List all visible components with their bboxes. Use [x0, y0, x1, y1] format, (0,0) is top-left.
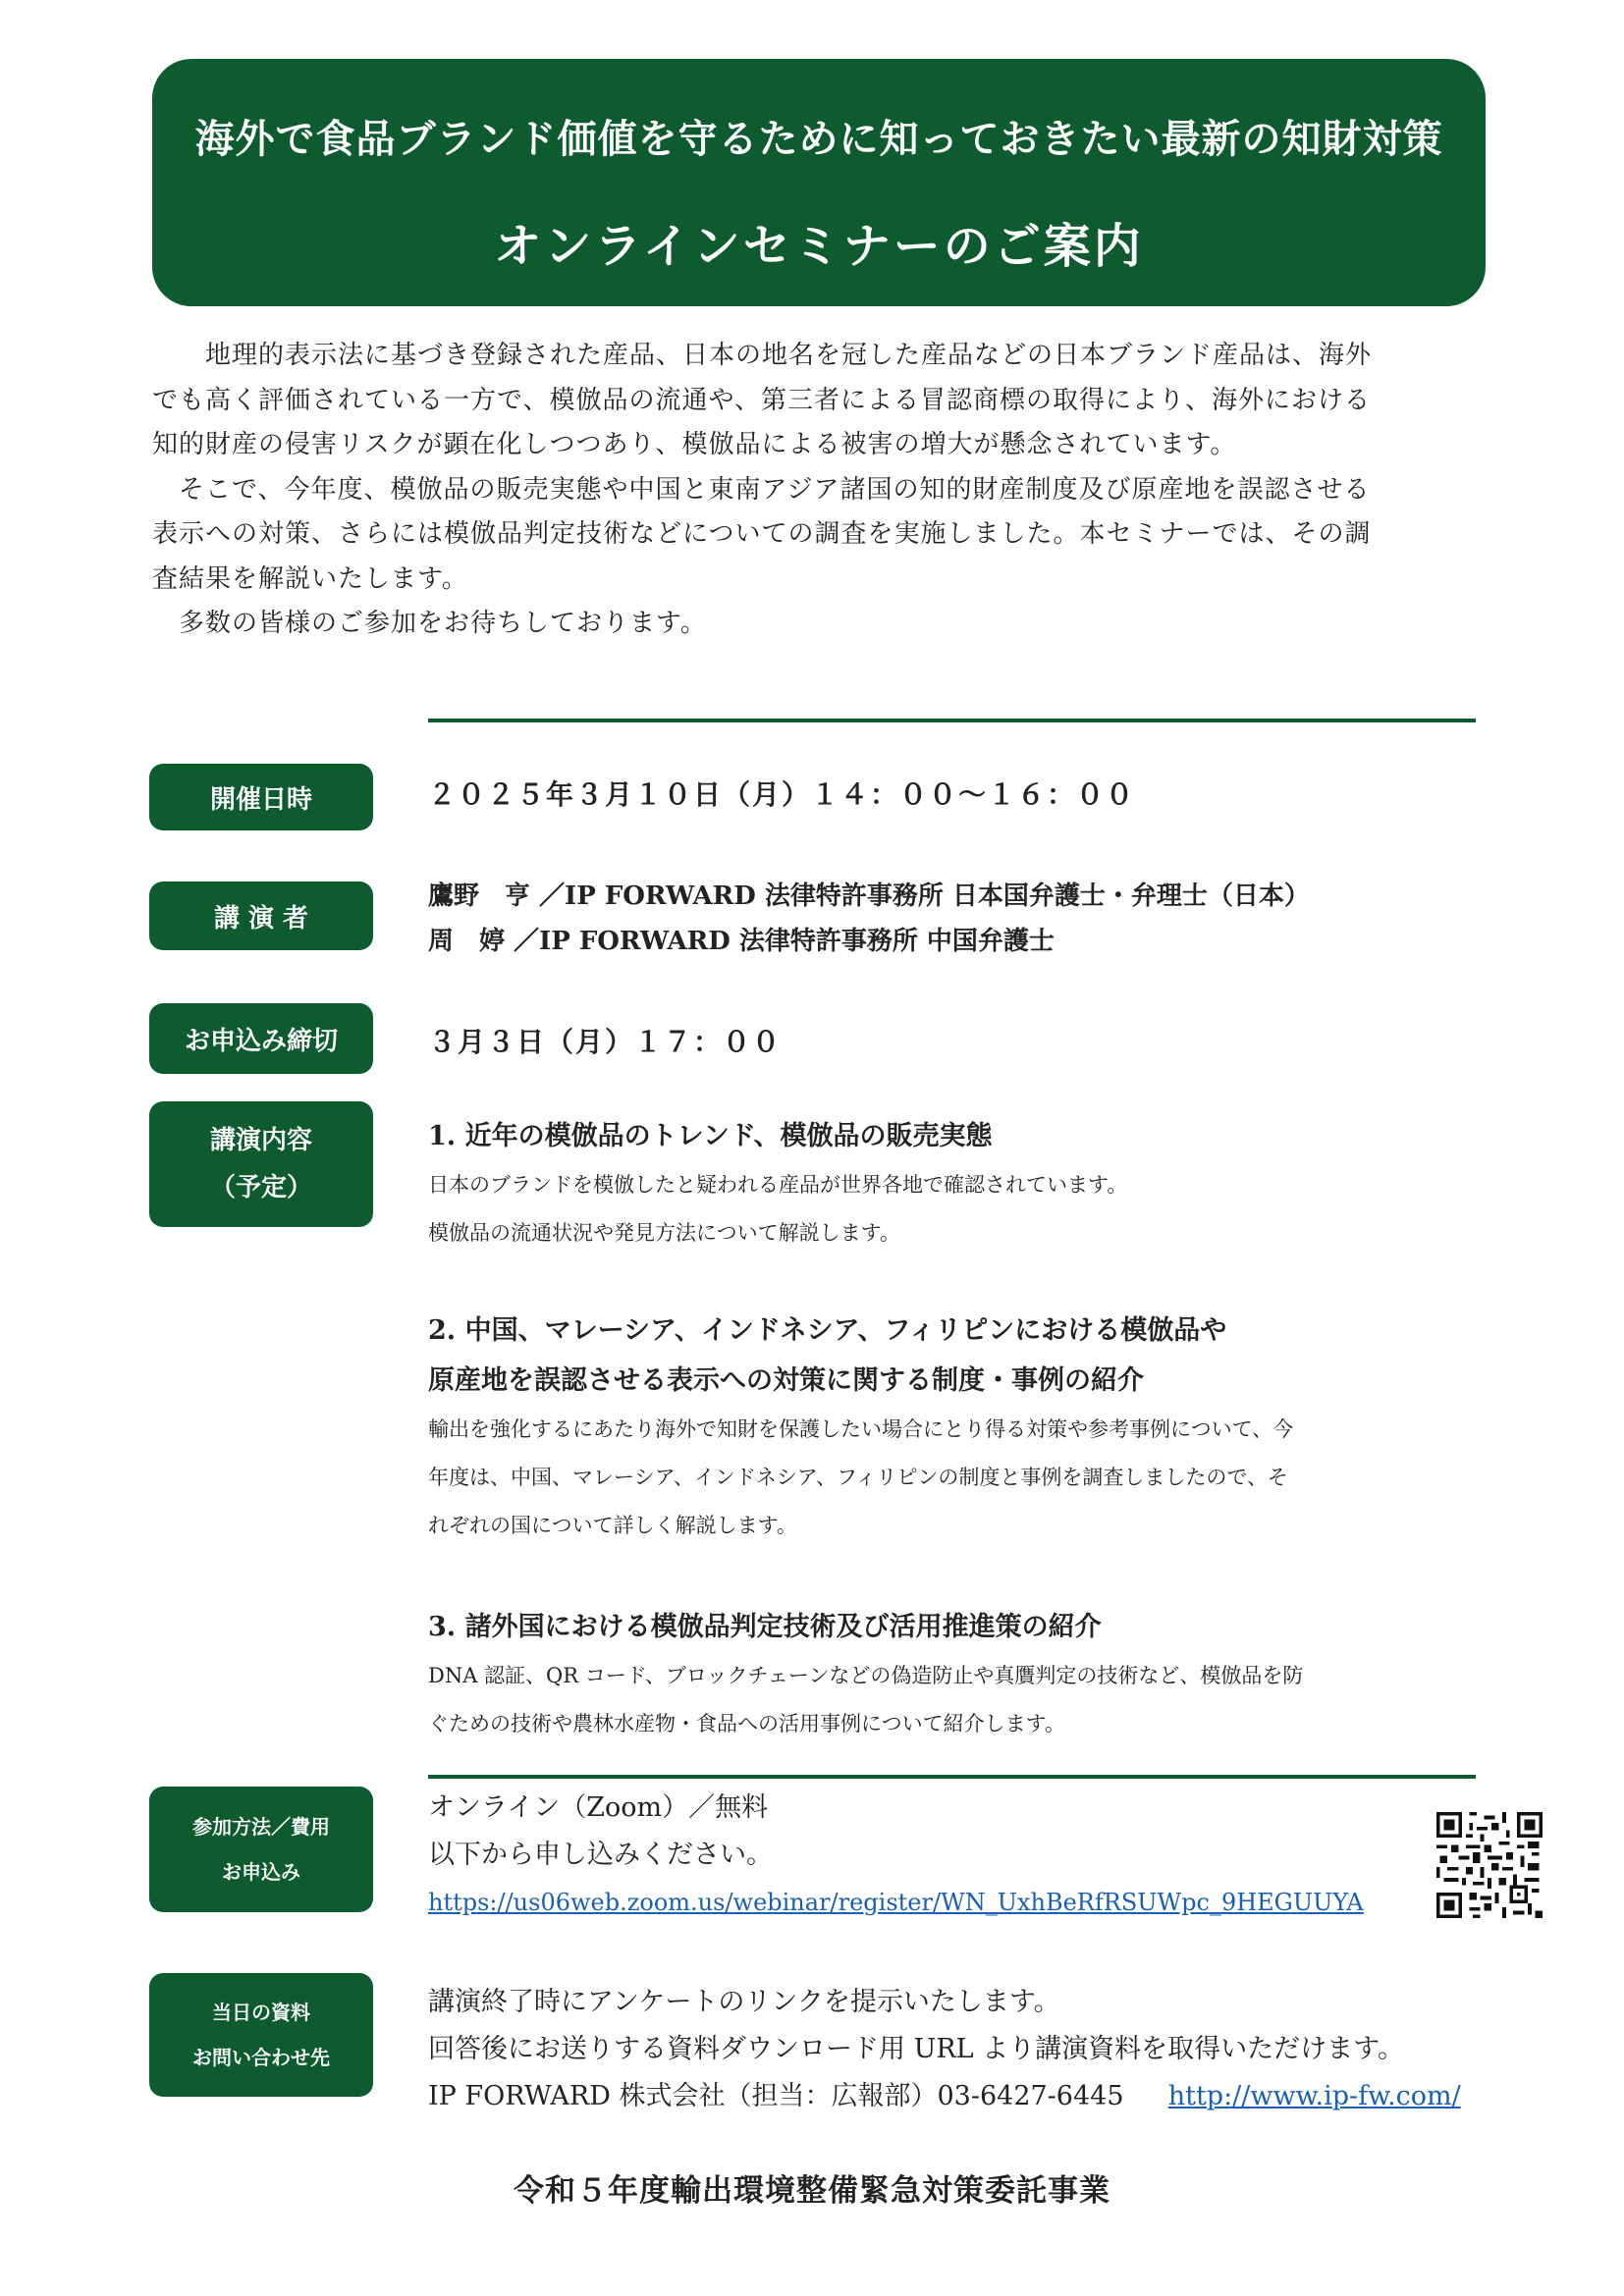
contact-text: IP FORWARD 株式会社（担当：広報部）03-6427-6445 [428, 2081, 1124, 2111]
speaker-1: 鷹野 亨 ／IP FORWARD 法律特許事務所 日本国弁護士・弁理士（日本） [428, 881, 1310, 911]
intro-line: 知的財産の侵害リスクが顕在化しつつあり、模倣品による被害の増大が懸念されています。 [152, 430, 1237, 459]
label-deadline [149, 1003, 373, 1074]
registration-link[interactable]: https://us06web.zoom.us/webinar/register/WN_UxhBeRfRSUWpc_9HEGUUYA [428, 1889, 1364, 1916]
content-item-desc: 日本のブランドを模倣したと疑われる産品が世界各地で確認されています。 [428, 1173, 1128, 1197]
content-item-1 [428, 1111, 1489, 1257]
speaker-2: 周 婷 ／IP FORWARD 法律特許事務所 中国弁護士 [428, 927, 1055, 956]
materials-info [428, 1979, 1461, 2120]
content-item-desc: 輸出を強化するにあたり海外で知財を保護したい場合にとり得る対策や参考事例について、今 [428, 1417, 1294, 1441]
label-materials [149, 1973, 373, 2097]
intro-line: そこで、今年度、模倣品の販売実態や中国と東南アジア諸国の知的財産制度及び原産地を誤認させる [152, 474, 1371, 505]
participation-info [428, 1785, 1364, 1926]
intro-line: 査結果を解説いたします。 [152, 563, 468, 594]
participation-method: オンライン（Zoom）／無料 [428, 1792, 769, 1823]
deadline-value: ３月３日（月）１７：００ [428, 1026, 783, 1058]
banner-title: 海外で食品ブランド価値を守るために知っておきたい最新の知財対策 [194, 116, 1443, 162]
content-item-heading: 原産地を誤認させる表示への対策に関する制度・事例の紹介 [428, 1365, 1144, 1396]
content-item-heading: 3. 諸外国における模倣品判定技術及び活用推進策の紹介 [428, 1612, 1102, 1642]
label-deadline-text: お申込み締切 [184, 1026, 338, 1056]
materials-line: 回答後にお送りする資料ダウンロード用 URL より講演資料を取得いただけます。 [428, 2034, 1405, 2064]
event-date: ２０２５年３月１０日（月）１４：００～１６：００ [428, 778, 1136, 811]
content-item-heading: 2. 中国、マレーシア、インドネシア、フィリピンにおける模倣品や [428, 1315, 1227, 1346]
title-banner [152, 59, 1486, 306]
label-content [149, 1101, 373, 1227]
label-materials-line2: お問い合わせ先 [192, 2046, 330, 2069]
label-speakers [149, 881, 373, 950]
label-date [149, 764, 373, 830]
content-item-desc: DNA 認証、QR コード、ブロックチェーンなどの偽造防止や真贋判定の技術など、模倣品を防 [428, 1664, 1304, 1687]
content-item-heading: 1. 近年の模倣品のトレンド、模倣品の販売実態 [428, 1121, 993, 1151]
divider [428, 1775, 1476, 1779]
participation-instruction: 以下から申し込みください。 [428, 1840, 773, 1870]
intro-line: 多数の皆様のご参加をお待ちしております。 [152, 609, 707, 638]
intro-text [152, 334, 1473, 647]
label-date-text: 開催日時 [209, 784, 312, 815]
intro-line: でも高く評価されている一方で、模倣品の流通や、第三者による冒認商標の取得により、海外における [152, 385, 1371, 415]
intro-line: 表示への対策、さらには模倣品判定技術などについての調査を実施しました。本セミナーでは、その調 [152, 519, 1372, 549]
label-participation-line2: お申込み [222, 1860, 300, 1884]
content-item-2 [428, 1306, 1489, 1550]
footer-sponsor: 令和５年度輸出環境整備緊急対策委託事業 [514, 2173, 1110, 2209]
materials-line: 講演終了時にアンケートのリンクを提示いたします。 [428, 1987, 1060, 2017]
label-participation [149, 1787, 373, 1912]
website-link[interactable]: http://www.ip-fw.com/ [1167, 2081, 1461, 2111]
content-item-desc: ぐための技術や農林水産物・食品への活用事例について紹介します。 [428, 1712, 1065, 1735]
content-item-desc: 年度は、中国、マレーシア、インドネシア、フィリピンの制度と事例を調査しましたので、そ [428, 1466, 1288, 1489]
banner-subtitle: オンラインセミナーのご案内 [494, 219, 1144, 274]
qr-code-icon[interactable] [1436, 1812, 1543, 1918]
intro-line: 地理的表示法に基づき登録された産品、日本の地名を冠した産品などの日本ブランド産品は、海外 [152, 341, 1373, 370]
content-item-desc: れぞれの国について詳しく解説します。 [428, 1514, 797, 1537]
contact-line [428, 2073, 1461, 2120]
content-item-desc: 模倣品の流通状況や発見方法について解説します。 [428, 1221, 900, 1245]
label-participation-line1: 参加方法／費用 [192, 1815, 330, 1839]
speakers-list [428, 874, 1310, 964]
label-content-line1: 講演内容 [209, 1126, 312, 1155]
content-item-3 [428, 1602, 1489, 1748]
label-content-line2: （予定） [209, 1173, 312, 1202]
label-speakers-text: 講 演 者 [213, 903, 309, 934]
label-materials-line1: 当日の資料 [212, 2001, 310, 2024]
divider [428, 719, 1476, 722]
